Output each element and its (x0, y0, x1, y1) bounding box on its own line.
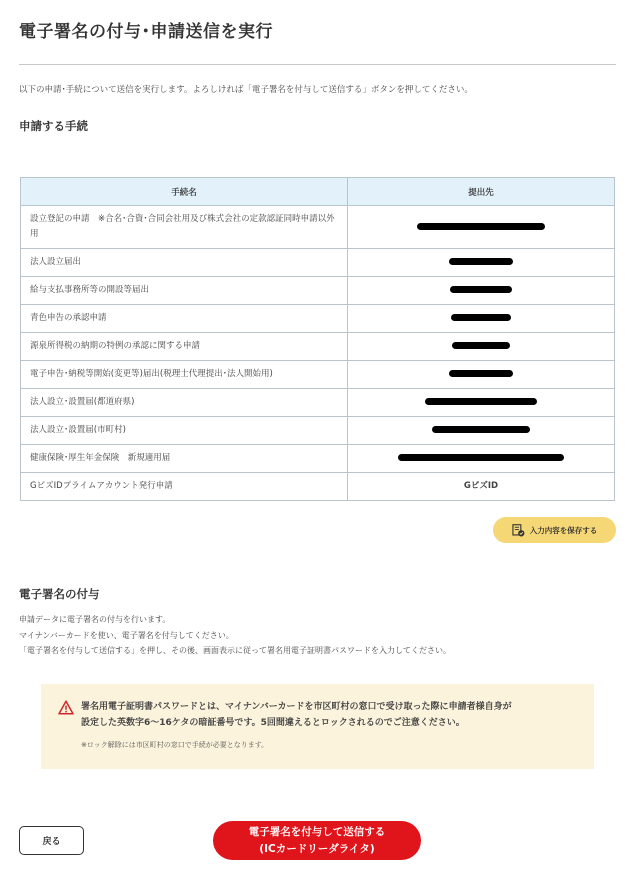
table-row (21, 249, 615, 277)
intro-text: 以下の申請･手続について送信を実行します。よろしければ「電子署名を付与して送信する」ボタンを押してください。 (19, 85, 473, 95)
redacted-destination (450, 286, 512, 293)
save-button-label: 入力内容を保存する (529, 525, 598, 535)
destination-cell (348, 206, 615, 249)
procedures-heading: 申請する手続 (19, 119, 88, 133)
table-row (21, 389, 615, 417)
table-row (21, 361, 615, 389)
warning-triangle-icon (58, 700, 74, 715)
table-row (21, 333, 615, 361)
save-input-button[interactable] (493, 517, 616, 543)
destination-cell (348, 445, 615, 473)
back-button[interactable]: 戻る (19, 826, 84, 855)
column-header-destination: 提出先 (348, 178, 615, 206)
destination-cell (348, 389, 615, 417)
table-row (21, 206, 615, 249)
procedure-name: 電子申告･納税等開始(変更等)届出(税理士代理提出･法人開始用) (21, 361, 348, 389)
column-header-procedure: 手続名 (21, 178, 348, 206)
warning-line: 署名用電子証明書パスワードとは、マイナンバーカードを市区町村の窓口で受け取った際に申請者様自身が (81, 702, 512, 712)
description-line: 「電子署名を付与して送信する」を押し、その後、画面表示に従って署名用電子証明書パスワードを入力してください。 (19, 646, 451, 655)
table-row (21, 445, 615, 473)
procedure-name: 法人設立･設置届(市町村) (21, 417, 348, 445)
redacted-destination (398, 454, 564, 461)
procedure-name: 給与支払事務所等の開設等届出 (21, 277, 348, 305)
document-save-icon (512, 524, 525, 537)
warning-note: ※ロック解除には市区町村の窓口で手続が必要となります。 (81, 741, 269, 749)
description-line: 申請データに電子署名の付与を行います。 (19, 615, 171, 624)
redacted-destination (425, 398, 537, 405)
signature-heading: 電子署名の付与 (19, 587, 100, 601)
procedure-name: 設立登記の申請 ※合名･合資･合同会社用及び株式会社の定款認証同時申請以外用 (21, 206, 348, 249)
table-row (21, 473, 615, 501)
destination-cell: GビズID (348, 473, 615, 501)
submit-button-sublabel: (ICカードリーダライタ) (259, 842, 375, 855)
warning-line: 設定した英数字6〜16ケタの暗証番号です。5回間違えるとロックされるのでご注意ください。 (81, 718, 465, 728)
redacted-destination (452, 342, 510, 349)
warning-message (81, 699, 581, 731)
redacted-destination (449, 258, 513, 265)
destination-cell (348, 361, 615, 389)
table-row (21, 305, 615, 333)
procedure-name: 源泉所得税の納期の特例の承認に関する申請 (21, 333, 348, 361)
table-row (21, 417, 615, 445)
table-header-row (21, 178, 615, 206)
title-divider (19, 64, 616, 65)
procedures-table (20, 177, 615, 501)
procedure-name: GビズIDプライムアカウント発行申請 (21, 473, 348, 501)
destination-cell (348, 277, 615, 305)
procedure-name: 青色申告の承認申請 (21, 305, 348, 333)
submit-button-label: 電子署名を付与して送信する (248, 825, 386, 838)
redacted-destination (432, 426, 530, 433)
procedure-name: 法人設立･設置届(都道府県) (21, 389, 348, 417)
redacted-destination (449, 370, 513, 377)
destination-cell (348, 249, 615, 277)
password-warning-box (41, 684, 594, 769)
destination-cell (348, 333, 615, 361)
signature-description (19, 612, 451, 659)
redacted-destination (451, 314, 511, 321)
description-line: マイナンバーカードを使い、電子署名を付与してください。 (19, 630, 234, 640)
destination-cell (348, 305, 615, 333)
destination-cell (348, 417, 615, 445)
sign-and-submit-button[interactable] (213, 821, 421, 860)
table-row (21, 277, 615, 305)
procedure-name: 健康保険･厚生年金保険 新規適用届 (21, 445, 348, 473)
redacted-destination (417, 223, 545, 230)
procedure-name: 法人設立届出 (21, 249, 348, 277)
page-title: 電子署名の付与･申請送信を実行 (19, 22, 273, 42)
